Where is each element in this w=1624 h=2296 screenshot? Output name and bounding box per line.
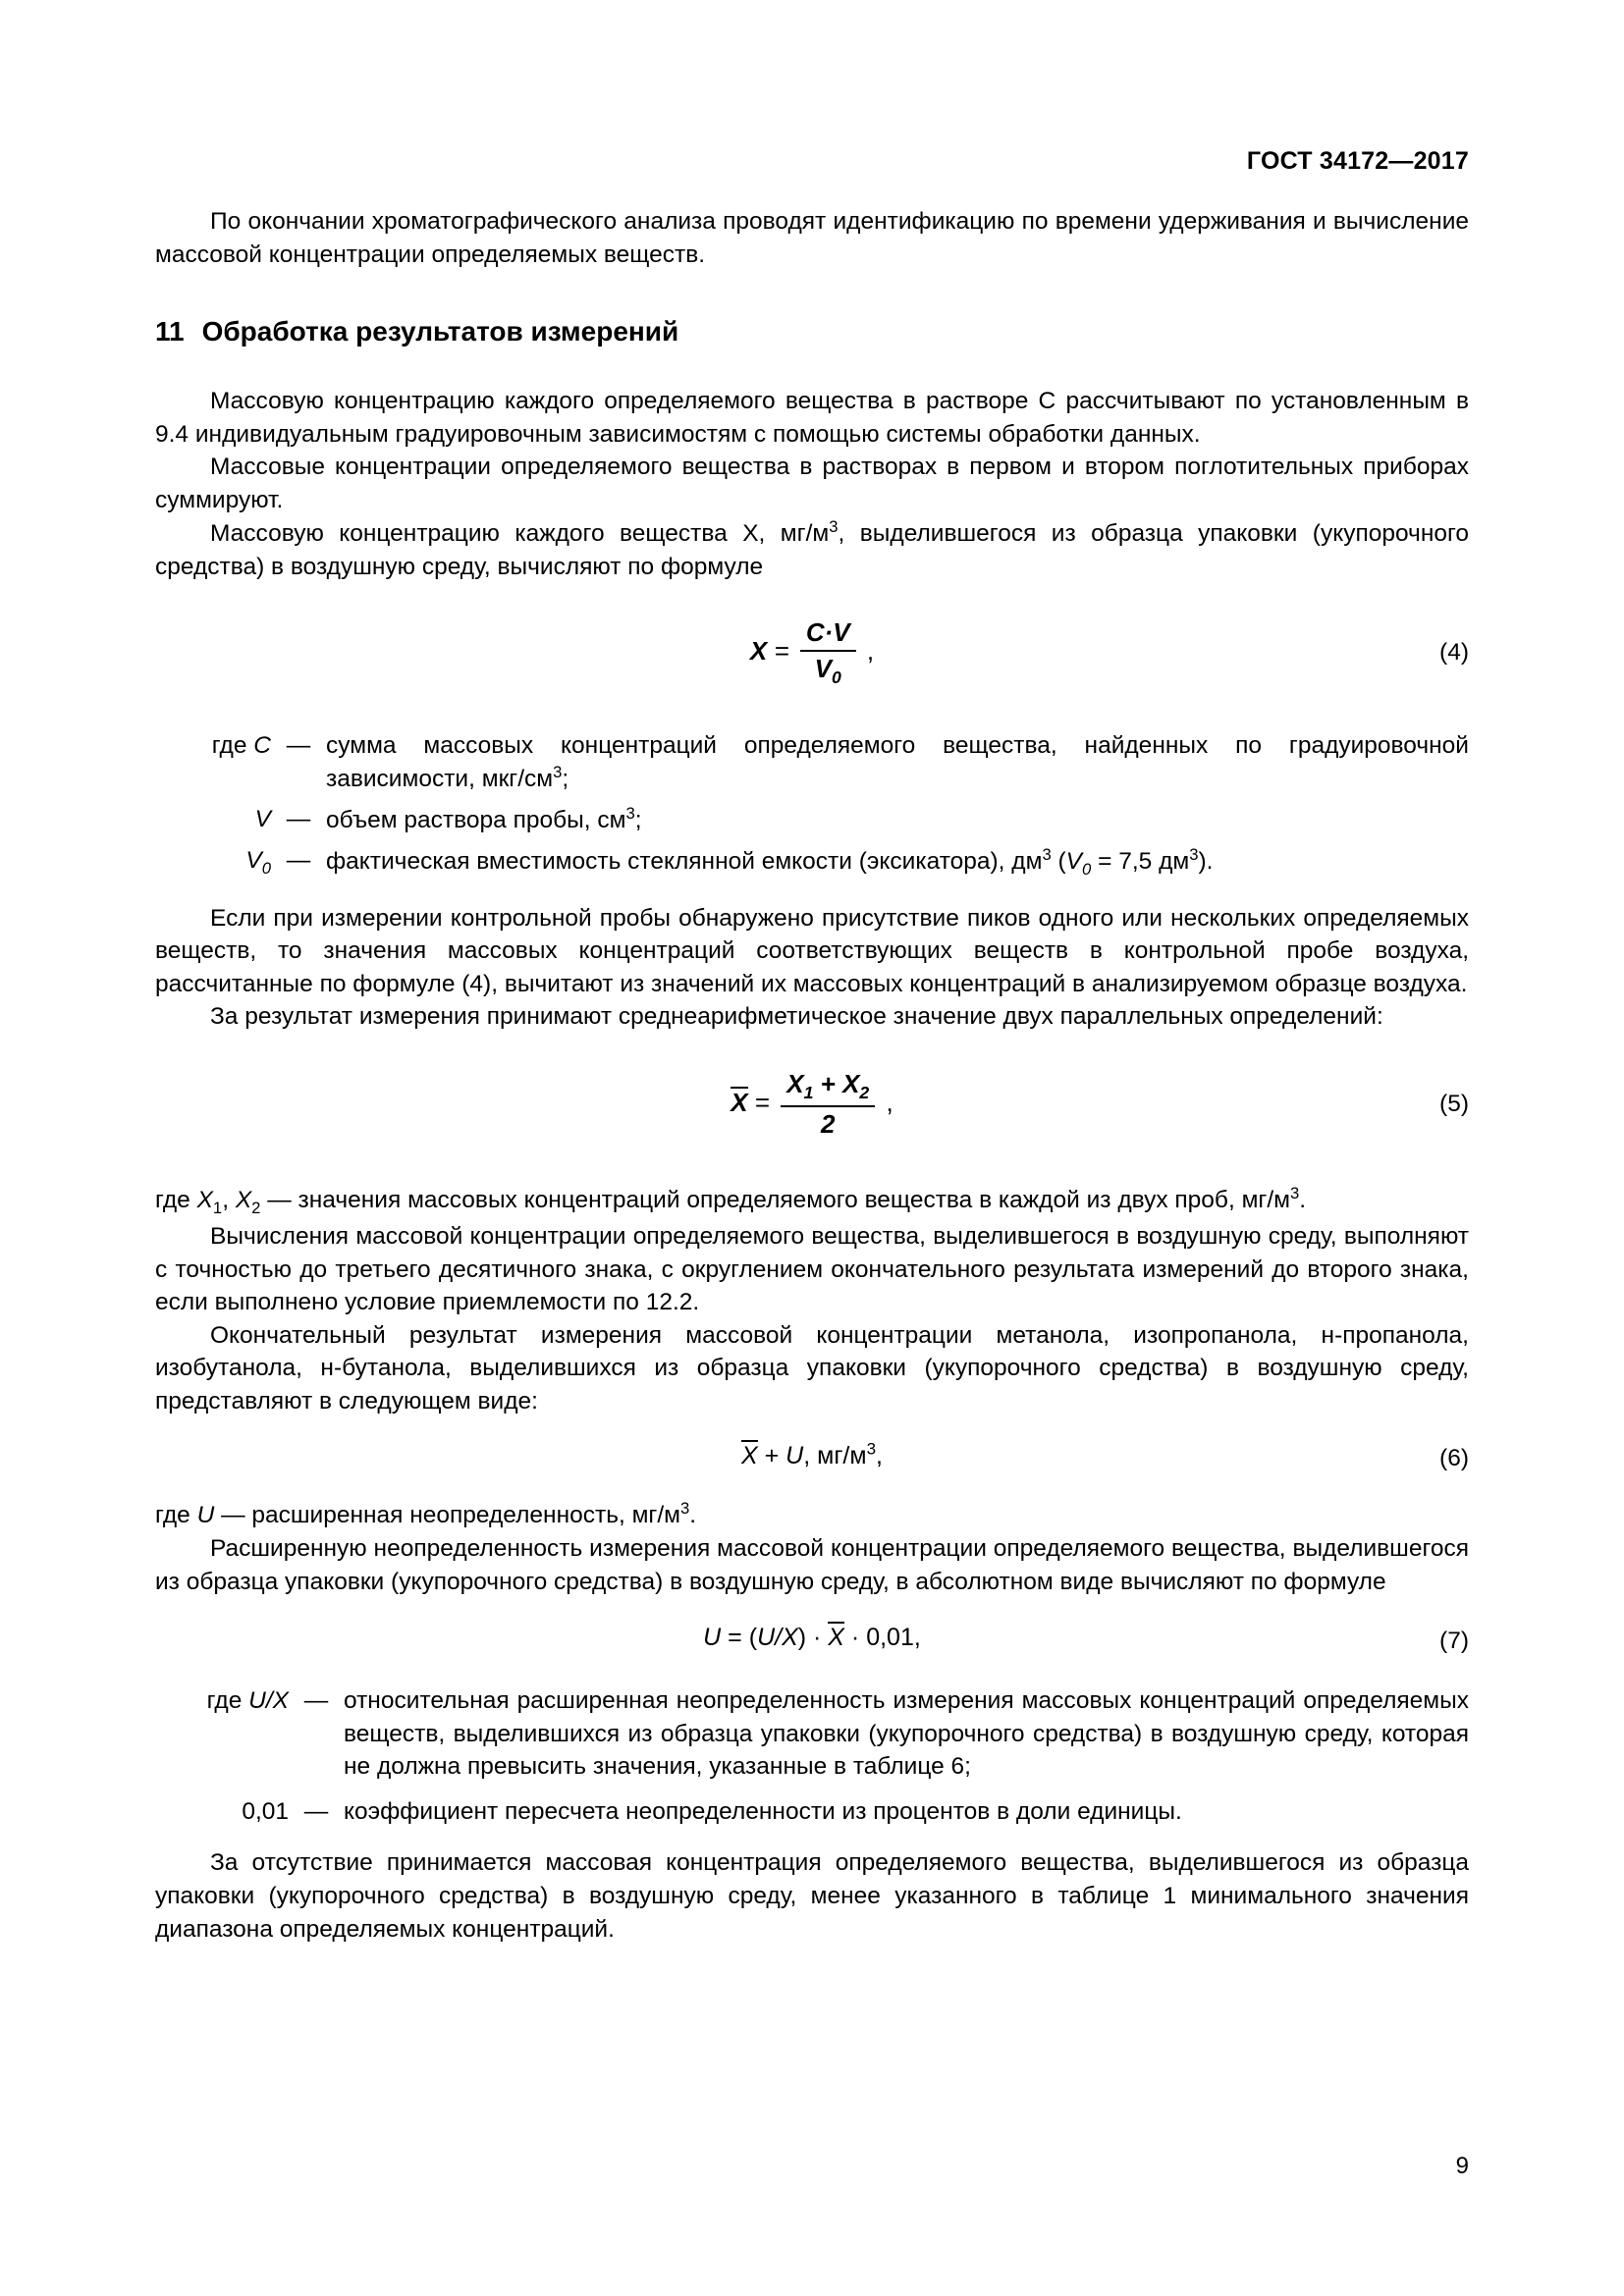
formula-7-overbar: X — [828, 1624, 844, 1652]
formula-6-body — [155, 1439, 1469, 1469]
paragraph-9: За отсутствие принимается массовая концентрация определяемого вещества, выделившегося из образца упаковки (укупорочного средства) в воздушную среду, менее указанного в таблице 1 минимального значения диапазона определяемых концентраций. — [155, 1849, 1469, 1943]
paragraph-1: Массовую концентрацию каждого определяемого вещества в растворе C рассчитывают по установленным в 9.4 индивидуальным градуировочным зависимостям с помощью системы обработки данных. — [155, 388, 1469, 448]
legend-description: объем раствора пробы, $см^3$; — [326, 804, 642, 834]
legend-formula-7 — [124, 1684, 1469, 1828]
formula-5-tail: , — [886, 1087, 893, 1117]
formula-4-number: (4) — [1439, 638, 1469, 666]
formula-6 — [155, 1439, 1469, 1478]
legend-formula-4 — [124, 729, 1469, 881]
formula-6-number: (6) — [1439, 1445, 1469, 1472]
formula-5-equals: = — [754, 1087, 771, 1117]
legend-dash: — — [303, 1797, 329, 1825]
paragraph-8: Расширенную неопределенность измерения массовой концентрации определяемого вещества, выделившегося из образца упаковки (укупорочного средства) в воздушную среду, в абсолютном виде вычисляют по формуле — [155, 1535, 1469, 1595]
formula-5-number: (5) — [1439, 1091, 1469, 1118]
legend-description: коэффициент пересчета неопределенности из процентов в доли единицы. — [344, 1797, 1182, 1825]
paragraph-4: Если при измерении контрольной пробы обнаружено присутствие пиков одного или нескольких определяемых веществ, то значения массовых концентраций соответствующих веществ в контрольной пробе воздуха, рассчитанные по формуле (4), вычитают из значений их массовых концентраций в анализируемом образце воздуха. — [155, 904, 1469, 997]
legend-formula-6: где U — расширенная неопределенность, $мг/м^3$. — [155, 1499, 697, 1529]
legend-dash: — — [286, 806, 311, 833]
legend-description: относительная расширенная неопределенность измерения массовых концентраций определяемых веществ, выделившихся из образца упаковки (укупорочного средства) в воздушную среду, которая не должна превысить значения, указанные в таблице 6; — [344, 1687, 1469, 1781]
formula-5-denominator: 2 — [821, 1109, 836, 1140]
formula-4-body — [155, 617, 1469, 688]
legend-item — [124, 844, 1469, 881]
formula-4-lhs: X — [749, 635, 768, 666]
legend-item — [124, 803, 1469, 837]
legend-term: 0,01 — [242, 1797, 289, 1825]
legend-item — [124, 1795, 1469, 1829]
formula-4 — [155, 617, 1469, 688]
formula-5-lhs: X — [731, 1087, 748, 1117]
legend-dash: — — [303, 1687, 329, 1715]
page-number: 9 — [1455, 2153, 1469, 2179]
legend-dash: — — [286, 846, 311, 874]
legend-description: фактическая вместимость стеклянной емкости (эксикатора), $дм^3$ ($V_0 = 7,5$ $дм^3$). — [326, 844, 1214, 879]
page-content — [155, 0, 1469, 1946]
paragraph-6: Вычисления массовой концентрации определяемого вещества, выделившегося в воздушную среду, выполняют с точностью до третьего десятичного знака, с округлением окончательного результата измерений до второго знака, если выполнено условие приемлемости по 12.2. — [155, 1223, 1469, 1316]
paragraph-2: Массовые концентрации определяемого вещества в растворах в первом и втором поглотительных приборах суммируют. — [155, 454, 1469, 513]
legend-formula-5: где $X_1$, $X_2$ — значения массовых концентраций определяемого вещества в каждой из двух проб, $мг/м^3$. — [155, 1184, 1307, 1218]
legend-item — [124, 729, 1469, 796]
formula-6-lhs: X — [740, 1441, 758, 1469]
formula-5 — [155, 1069, 1469, 1140]
section-heading — [155, 316, 1469, 347]
page-header — [155, 0, 1469, 176]
intro-paragraph: По окончании хроматографического анализа проводят идентификацию по времени удерживания и вычисление массовой концентрации определяемых веществ. — [155, 208, 1469, 268]
formula-7-start: U — [703, 1624, 722, 1652]
legend-item — [124, 1684, 1469, 1784]
formula-7-body: U = (U/X) · X · 0,01, — [703, 1624, 921, 1652]
formula-7 — [155, 1622, 1469, 1661]
section-title-text: Обработка результатов измерений — [201, 316, 679, 347]
formula-4-numerator: C·V — [800, 617, 856, 652]
paragraph-3-before: Массовую концентрацию каждого вещества X, мг/м — [210, 520, 830, 548]
section-number: 11 — [155, 316, 185, 347]
paragraph-3-superscript: 3 — [829, 517, 839, 537]
legend-description: сумма массовых концентраций определяемого вещества, найденных по градуировочной зависимости, мкг/$см^3$; — [326, 731, 1469, 793]
formula-7-number: (7) — [1439, 1628, 1469, 1655]
legend-dash: — — [286, 731, 311, 759]
standard-designation: ГОСТ 34172—2017 — [1246, 147, 1469, 175]
paragraph-7: Окончательный результат измерения массовой концентрации метанола, изопропанола, н-пропанола, изобутанола, н-бутанола, выделившихся из образца упаковки (укупорочного средства) в воздушную среду, представляют в следующем виде: — [155, 1321, 1469, 1415]
paragraph-5: За результат измерения принимают среднеарифметическое значение двух параллельных определений: — [210, 1003, 1383, 1031]
legend-lead: где U/X — [206, 1687, 289, 1715]
legend-term: V — [254, 806, 271, 833]
paragraph-3 — [155, 516, 1469, 583]
formula-4-equals: = — [774, 635, 789, 666]
formula-4-denominator: $V_0$ — [814, 653, 841, 687]
formula-5-body — [155, 1069, 1469, 1140]
formula-5-numerator: $X_1 + X_2$ — [781, 1069, 875, 1107]
formula-6-rest: + U, $мг/м^3$, — [757, 1439, 883, 1469]
formula-5-fraction — [781, 1069, 875, 1140]
paragraph-3-after: , выделившегося из образца упаковки (укупорочного средства) в воздушную среду, вычисляют по формуле — [155, 520, 1469, 581]
formula-4-tail: , — [866, 635, 875, 666]
formula-4-fraction — [800, 617, 856, 688]
legend-lead: где C — [211, 731, 271, 759]
legend-term: $V_0$ — [245, 846, 271, 878]
